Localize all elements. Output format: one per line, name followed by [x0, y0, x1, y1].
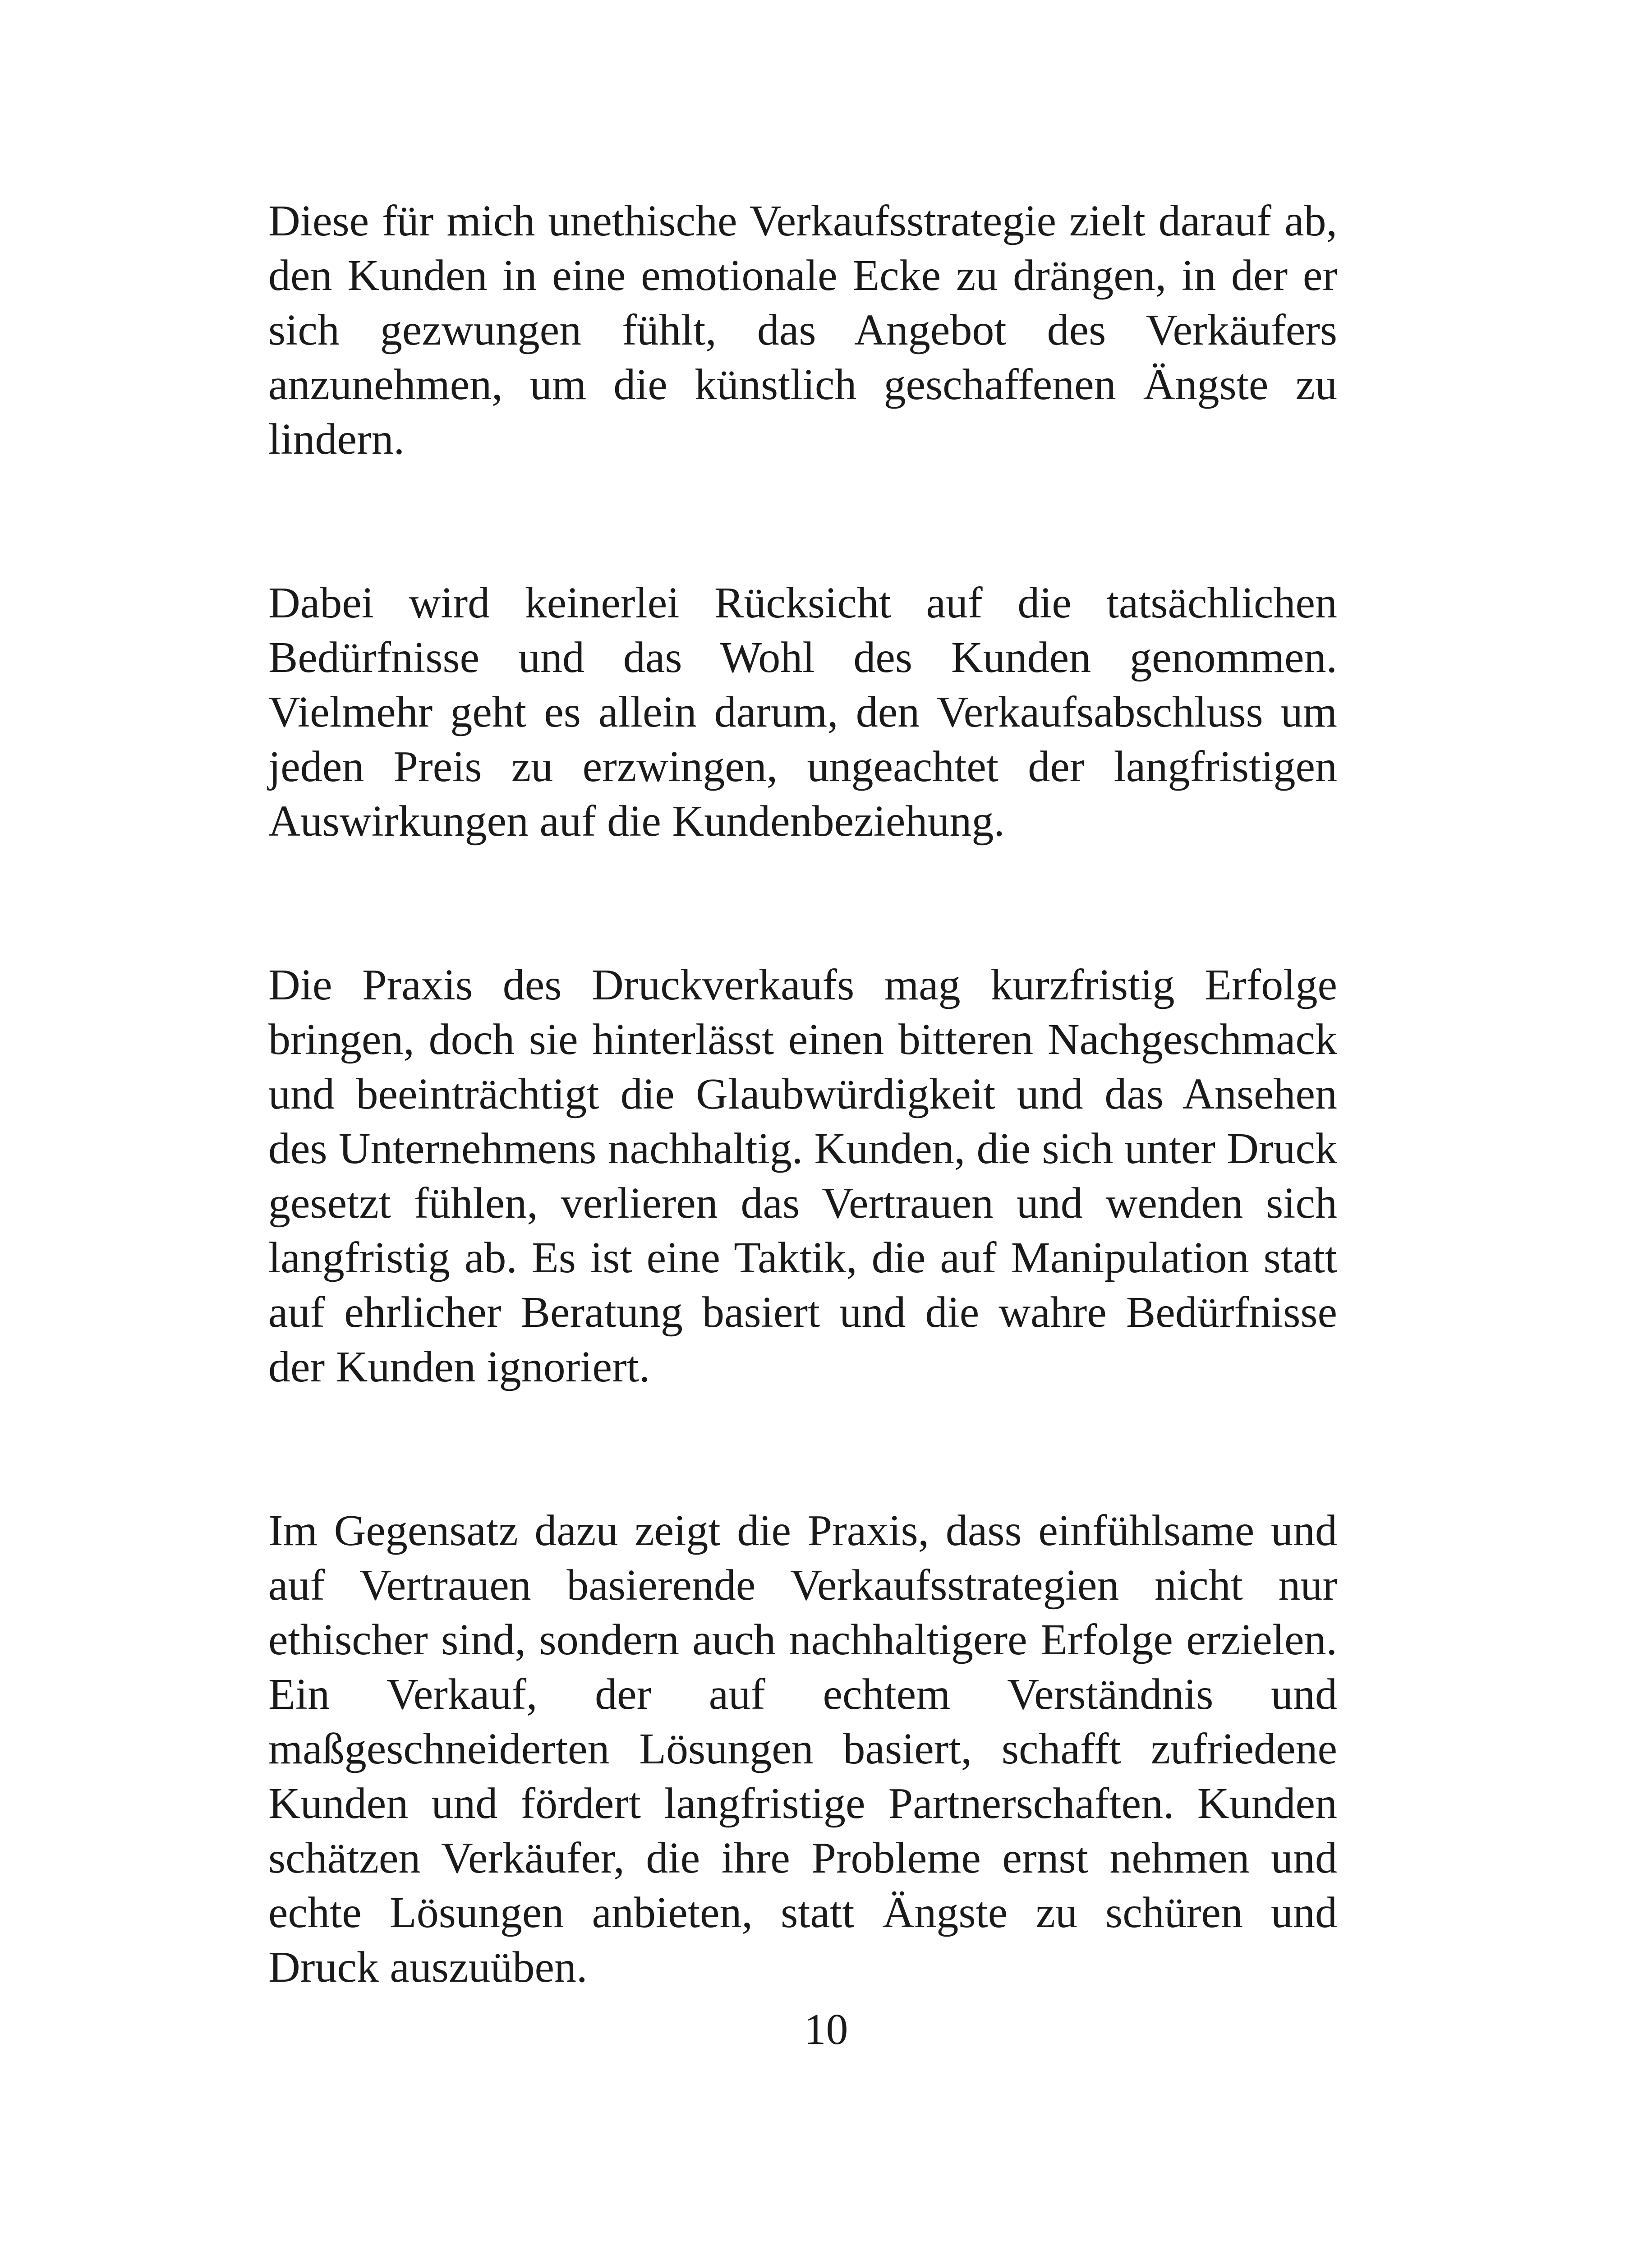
body-text — [268, 194, 1337, 1995]
paragraph: Im Gegensatz dazu zeigt die Praxis, dass einfühlsame und auf Vertrauen basierende Verkaufsstrategien nicht nur ethischer sind, sondern auch nachhaltigere Erfolge erzielen. Ein Verkauf, der auf echtem Verständnis und maßgeschneiderten Lösungen basiert, schafft zufriedene Kunden und fördert langfristige Partnerschaften. Kunden schätzen Verkäufer, die ihre Probleme ernst nehmen und echte Lösungen anbieten, statt Ängste zu schüren und Druck auszuüben. — [268, 1506, 1337, 1992]
page-number: 10 — [804, 2005, 848, 2054]
paragraph: Dabei wird keinerlei Rücksicht auf die tatsächlichen Bedürfnisse und das Wohl des Kunden genommen. Vielmehr geht es allein darum, den Verkaufsabschluss um jeden Preis zu erzwingen, ungeachtet der langfristigen Auswirkungen auf die Kundenbeziehung. — [268, 579, 1337, 846]
paragraph: Diese für mich unethische Verkaufsstrategie zielt darauf ab, den Kunden in eine emotionale Ecke zu drängen, in der er sich gezwungen fühlt, das Angebot des Verkäufers anzunehmen, um die künstlich geschaffenen Ängste zu lindern. — [268, 197, 1337, 464]
paragraph: Die Praxis des Druckverkaufs mag kurzfristig Erfolge bringen, doch sie hinterlässt einen bitteren Nachgeschmack und beeinträchtigt die Glaubwürdigkeit und das Ansehen des Unternehmens nachhaltig. Kunden, die sich unter Druck gesetzt fühlen, verlieren das Vertrauen und wenden sich langfristig ab. Es ist eine Taktik, die auf Manipulation statt auf ehrlicher Beratung basiert und die wahre Bedürfnisse der Kunden ignoriert. — [268, 961, 1337, 1391]
